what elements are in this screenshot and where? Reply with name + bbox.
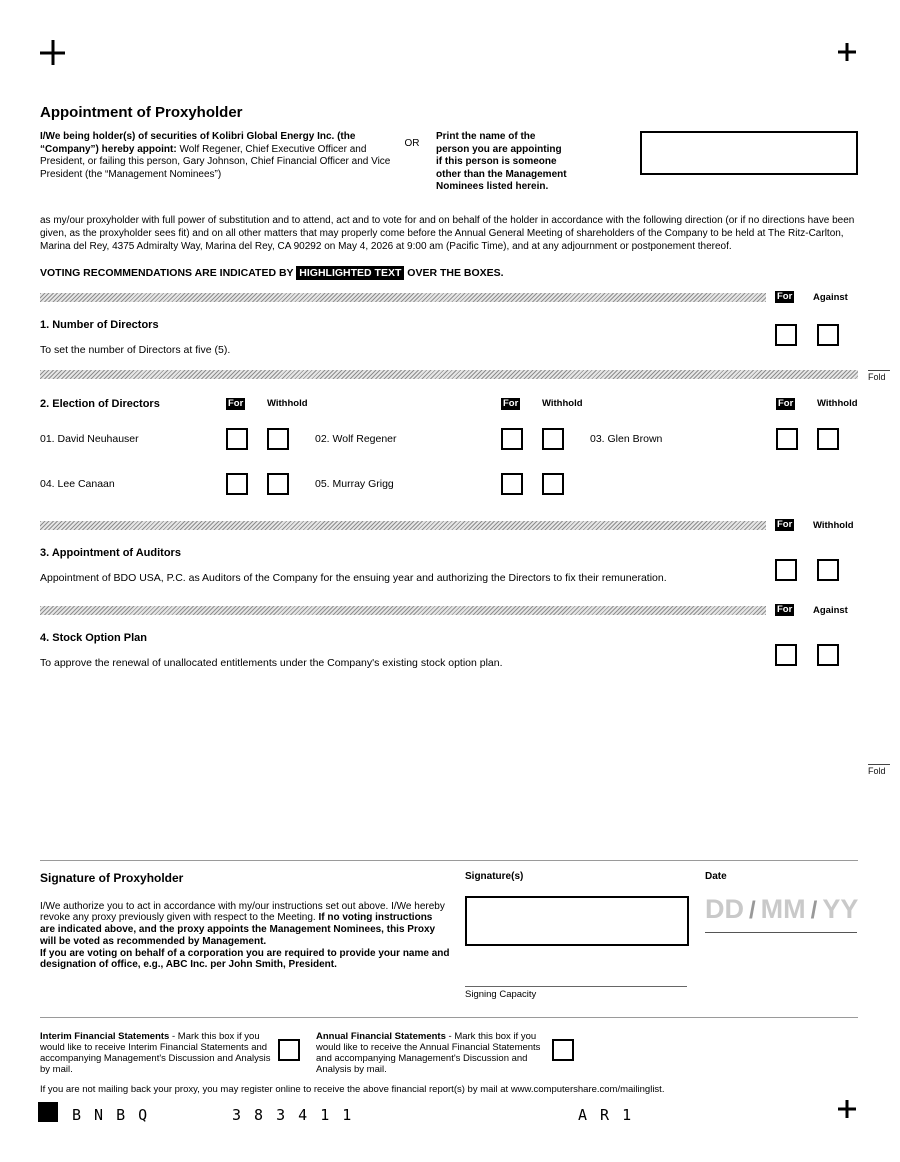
- financial-statements-row: [40, 1031, 858, 1076]
- section-number-of-directors: [40, 304, 858, 356]
- against-label: Against: [813, 291, 848, 303]
- for-label-highlighted: For: [777, 518, 793, 530]
- interim-statements-bold: Interim Financial Statements: [40, 1030, 170, 1042]
- date-input-field[interactable]: [705, 894, 857, 933]
- signature-instructions-bold-2: If you are voting on behalf of a corporation you are required to provide your name and designation of office, e.g., ABC Inc. per John Smith, President.: [40, 947, 450, 971]
- blank-gap: [40, 669, 858, 860]
- separator-bar-4: [40, 604, 858, 617]
- form-content: [40, 104, 858, 1095]
- signatures-label: Signature(s): [465, 870, 524, 882]
- number-of-directors-against-checkbox[interactable]: [817, 324, 839, 346]
- section-2-title: 2. Election of Directors: [40, 397, 160, 410]
- section-3-checkboxes: [775, 559, 839, 581]
- col1-for-header: [226, 398, 267, 410]
- section-1-body: To set the number of Directors at five (5).: [40, 343, 231, 356]
- appointment-intro-rest: Wolf Regener, Chief Executive Officer and President, or failing this person, Gary Johnson, Chief Financial Officer and Vice President (the “Management Nominees”): [40, 143, 391, 180]
- director-name: 05. Murray Grigg: [315, 478, 394, 490]
- bar-labels-4: [775, 604, 858, 617]
- date-yy-placeholder: YY: [822, 893, 859, 924]
- stripe-pattern: [40, 521, 766, 530]
- director-name: 02. Wolf Regener: [315, 433, 397, 445]
- director-03-for-checkbox[interactable]: [776, 428, 798, 450]
- interim-statements-checkbox[interactable]: [278, 1039, 300, 1061]
- signing-capacity-line[interactable]: [465, 986, 687, 987]
- signature-middle-column: [465, 871, 687, 1009]
- signature-instructions-bold-1: If no voting instructions are indicated above, and the proxy appoints the Management Nominees, this Proxy will be voted as recommended by Management.: [40, 912, 436, 947]
- signature-left-column: [40, 871, 450, 1009]
- withhold-label: Withhold: [813, 519, 854, 531]
- col1-withhold-header: Withhold: [267, 398, 308, 409]
- fold-marker-top: Fold: [868, 370, 890, 382]
- voting-post: OVER THE BOXES.: [404, 266, 504, 279]
- voting-pre: VOTING RECOMMENDATIONS ARE INDICATED BY: [40, 266, 297, 279]
- section-stock-option-plan: [40, 617, 858, 669]
- separator-bar-2: [40, 370, 858, 379]
- signing-capacity-label: Signing Capacity: [465, 988, 537, 1000]
- date-mm-placeholder: MM: [760, 893, 806, 924]
- number-of-directors-for-checkbox[interactable]: [775, 324, 797, 346]
- appointment-row: [40, 131, 858, 194]
- signature-instructions-normal: I/We authorize you to act in accordance with my/our instructions set out above. I/We hereby revoke any proxy previously given with respect to the Meeting.: [40, 900, 445, 924]
- separator-bar-3: [40, 519, 858, 532]
- auditors-withhold-checkbox[interactable]: [817, 559, 839, 581]
- annual-statements-rest: - Mark this box if you would like to receive the Annual Financial Statements and accompanying Management's Discussion and Analysis by mail.: [316, 1030, 541, 1076]
- col2-for-header: [501, 398, 542, 410]
- signature-section: [40, 861, 858, 1009]
- section-election-of-directors: [40, 391, 858, 507]
- section-4-checkboxes: [775, 644, 839, 666]
- or-label: OR: [404, 138, 420, 149]
- bar-labels-3: [775, 519, 858, 532]
- for-label-highlighted: For: [778, 397, 794, 409]
- annual-statements-bold: Annual Financial Statements: [316, 1030, 446, 1042]
- signature-input-box[interactable]: [465, 896, 689, 946]
- director-03-withhold-checkbox[interactable]: [817, 428, 839, 450]
- director-02-for-checkbox[interactable]: [501, 428, 523, 450]
- director-05-for-checkbox[interactable]: [501, 473, 523, 495]
- annual-statements-text: [316, 1031, 546, 1076]
- proxyholder-name-box[interactable]: [640, 131, 858, 175]
- footer-code-suffix: A R 1: [578, 1106, 634, 1124]
- col3-withhold-header: Withhold: [817, 398, 858, 409]
- section-3-body: Appointment of BDO USA, P.C. as Auditors of the Company for the ensuing year and authorizing the Directors to fix their remuneration.: [40, 571, 667, 584]
- stock-option-against-checkbox[interactable]: [817, 644, 839, 666]
- for-label-highlighted: For: [503, 397, 519, 409]
- director-02-withhold-checkbox[interactable]: [542, 428, 564, 450]
- bar-labels-1: [775, 291, 858, 304]
- stock-option-for-checkbox[interactable]: [775, 644, 797, 666]
- annual-statements-checkbox[interactable]: [552, 1039, 574, 1061]
- footer-code-numbers: 3 8 3 4 1 1: [232, 1106, 354, 1124]
- stripe-pattern: [40, 606, 766, 615]
- separator-bar-1: [40, 291, 858, 304]
- section-4-body: To approve the renewal of unallocated entitlements under the Company's existing stock option plan.: [40, 656, 503, 669]
- signature-right-column: [705, 871, 858, 1009]
- auditors-for-checkbox[interactable]: [775, 559, 797, 581]
- director-01-withhold-checkbox[interactable]: [267, 428, 289, 450]
- date-dd-placeholder: DD: [705, 893, 744, 924]
- section-1-title: 1. Number of Directors: [40, 318, 159, 331]
- signature-section-title: Signature of Proxyholder: [40, 870, 184, 885]
- director-04-for-checkbox[interactable]: [226, 473, 248, 495]
- col2-withhold-header: Withhold: [542, 398, 583, 409]
- date-separator: /: [810, 896, 818, 924]
- stripe-pattern: [40, 293, 766, 302]
- footer-code-letters: B N B Q: [72, 1106, 150, 1124]
- crop-mark-top-left: [40, 40, 65, 65]
- for-label-highlighted: For: [777, 603, 793, 615]
- page-title: Appointment of Proxyholder: [40, 104, 243, 121]
- section-1-checkboxes: [775, 324, 839, 346]
- against-label: Against: [813, 604, 848, 616]
- online-registration-note: If you are not mailing back your proxy, you may register online to receive the above financial report(s) by mail at www.computershare.com/mailinglist.: [40, 1084, 665, 1096]
- interim-statements-text: [40, 1031, 272, 1076]
- director-name: 01. David Neuhauser: [40, 433, 139, 445]
- fold-marker-bottom: Fold: [868, 764, 890, 776]
- registration-black-square: [38, 1102, 58, 1122]
- director-name: 04. Lee Canaan: [40, 478, 115, 490]
- signature-instructions: [40, 901, 450, 972]
- voting-recommendations-line: [40, 267, 858, 279]
- voting-highlighted-text: HIGHLIGHTED TEXT: [296, 266, 404, 280]
- section-4-title: 4. Stock Option Plan: [40, 631, 147, 644]
- interim-statements-rest: - Mark this box if you would like to receive Interim Financial Statements and accompanying Management's Discussion and Analysis by mail.: [40, 1030, 271, 1076]
- director-01-for-checkbox[interactable]: [226, 428, 248, 450]
- section-appointment-of-auditors: [40, 532, 858, 584]
- print-name-instructions: Print the name of the person you are appointing if this person is someone other than the Management Nominees listed herein.: [436, 131, 567, 192]
- col3-for-header: [776, 398, 817, 410]
- director-name: 03. Glen Brown: [590, 433, 663, 445]
- crop-mark-top-right: [838, 43, 856, 61]
- for-label-highlighted: For: [777, 290, 793, 302]
- director-05-withhold-checkbox[interactable]: [542, 473, 564, 495]
- date-separator: /: [749, 896, 756, 924]
- appointment-intro: [40, 131, 392, 181]
- section-3-title: 3. Appointment of Auditors: [40, 546, 181, 559]
- proxy-paragraph: as my/our proxyholder with full power of substitution and to attend, act and to vote for and on behalf of the holder in accordance with the following direction (or if no directions have been given, as the proxyholder sees fit) and on all other matters that may properly come before the Annual General Meeting of shareholders of the Company to be held at The Ritz-Carlton, Marina del Rey, 4375 Admiralty Way, Marina del Rey, CA 90292 on May 4, 2026 at 9:00 am (Pacific Time), and at any adjournment or postponement thereof.: [40, 214, 855, 252]
- financial-top-rule: [40, 1017, 858, 1018]
- appointment-intro-bold: I/We being holder(s) of securities of Kolibri Global Energy Inc. (the “Company”) hereby appoint:: [40, 131, 356, 155]
- director-04-withhold-checkbox[interactable]: [267, 473, 289, 495]
- date-label: Date: [705, 870, 727, 882]
- for-label-highlighted: For: [228, 397, 244, 409]
- crop-mark-bottom-right: [838, 1100, 856, 1118]
